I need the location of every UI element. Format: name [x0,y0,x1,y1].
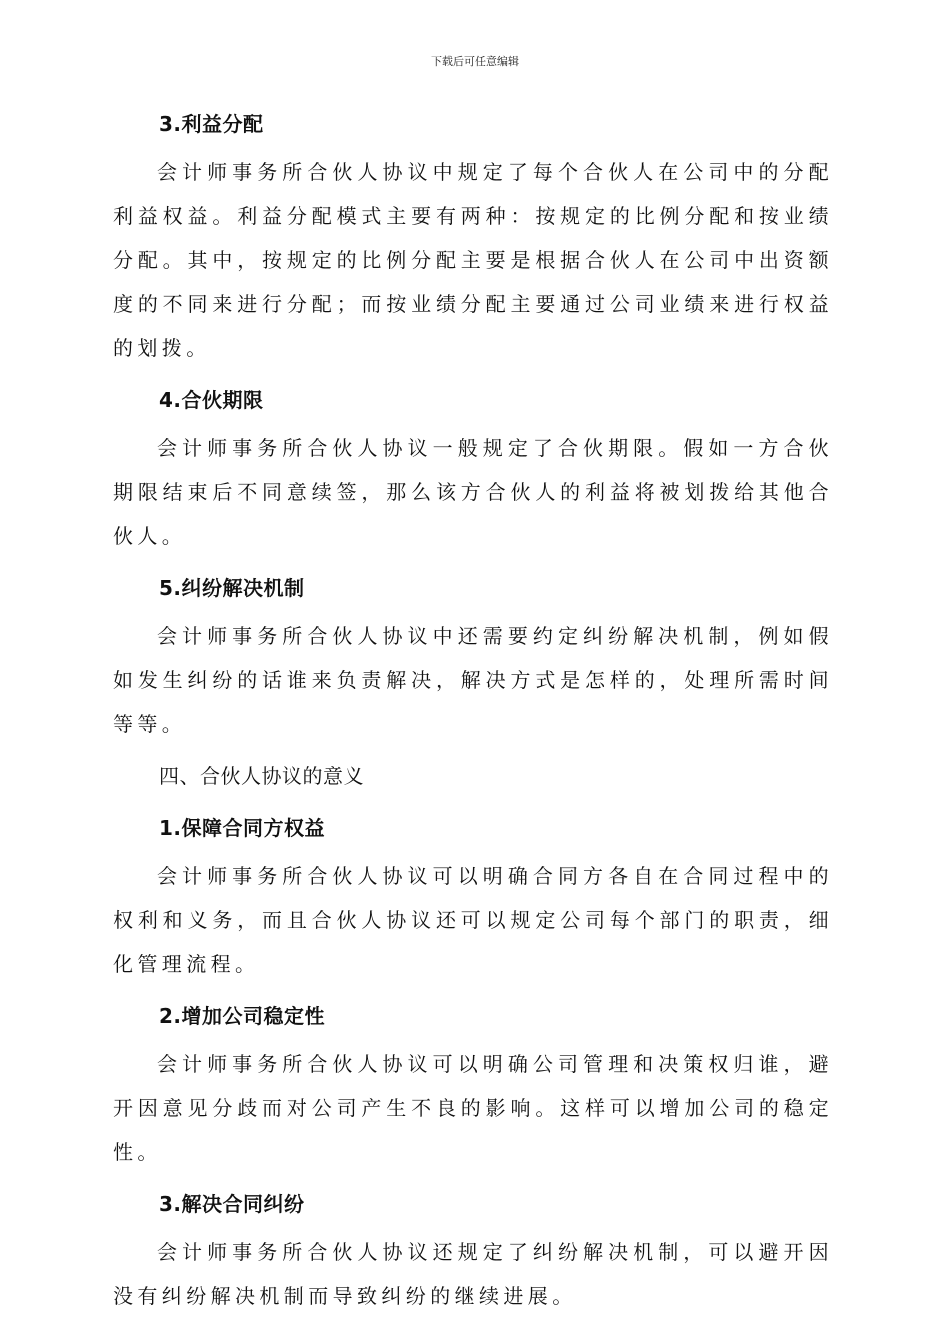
section-paragraph-resolve-disputes: 会计师事务所合伙人协议还规定了纠纷解决机制，可以避开因没有纠纷解决机制而导致纠纷的继续进展。 [113,1240,833,1308]
section-paragraph-company-stability: 会计师事务所合伙人协议可以明确公司管理和决策权归谁，避开因意见分歧而对公司产生不良的影响。这样可以增加公司的稳定性。 [113,1052,833,1164]
chapter-heading-significance: 四、合伙人协议的意义 [159,764,364,788]
section-heading-partnership-term: 4.合伙期限 [159,388,264,412]
section-paragraph-partnership-term: 会计师事务所合伙人协议一般规定了合伙期限。假如一方合伙期限结束后不同意续签，那么该方合伙人的利益将被划拨给其他合伙人。 [113,436,833,548]
section-paragraph-protect-rights: 会计师事务所合伙人协议可以明确合同方各自在合同过程中的权利和义务，而且合伙人协议还可以规定公司每个部门的职责，细化管理流程。 [113,864,833,976]
section-heading-company-stability: 2.增加公司稳定性 [159,1004,326,1028]
section-heading-profit-distribution: 3.利益分配 [159,112,264,136]
section-paragraph-dispute-mechanism: 会计师事务所合伙人协议中还需要约定纠纷解决机制，例如假如发生纠纷的话谁来负责解决，解决方式是怎样的，处理所需时间等等。 [113,624,833,736]
section-heading-protect-rights: 1.保障合同方权益 [159,816,326,840]
section-heading-dispute-mechanism: 5.纠纷解决机制 [159,576,305,600]
section-heading-resolve-disputes: 3.解决合同纠纷 [159,1192,305,1216]
page-header: 下载后可任意编辑 [431,55,519,68]
section-paragraph-profit-distribution: 会计师事务所合伙人协议中规定了每个合伙人在公司中的分配利益权益。利益分配模式主要有两种：按规定的比例分配和按业绩分配。其中，按规定的比例分配主要是根据合伙人在公司中出资额度的不同来进行分配；而按业绩分配主要通过公司业绩来进行权益的划拨。 [113,160,833,360]
document-body [113,110,833,1318]
